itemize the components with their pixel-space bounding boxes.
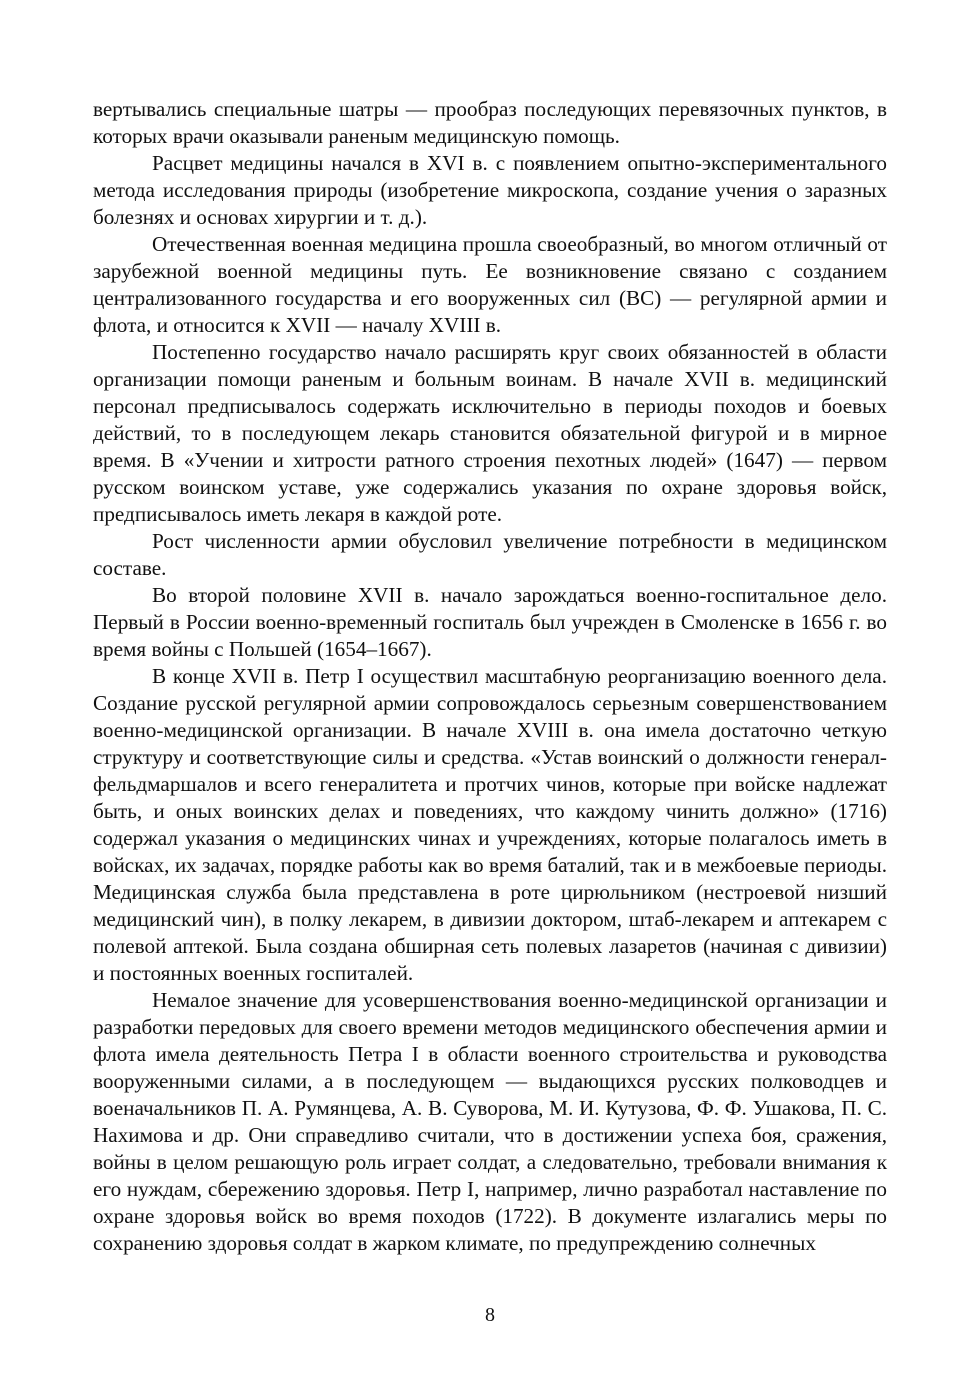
paragraph-continuation: вертывались специальные шатры — прообраз последующих перевязочных пунктов, в которых врачи оказывали раненым медицинскую помощь. bbox=[93, 97, 887, 148]
paragraph: Немалое значение для усовершенствования военно-медицинской организации и разработки передовых для своего времени методов медицинского обеспечения армии и флота имела деятельность Петра I в области военного строительства и руководства вооруженными силами, а в последующем — выдающихся русских полководцев и военачальников П. А. Румянцева, А. В. Суворова, М. И. Кутузова, Ф. Ф. Ушакова, П. С. Нахимова и др. Они справедливо считали, что в достижении успеха боя, сражения, войны в целом решающую роль играет солдат, а следовательно, требовали внимания к его нуждам, сбережению здоровья. Петр I, например, лично разработал наставление по охране здоровья войск во время походов (1722). В документе излагались меры по сохранению здоровья солдат в жарком климате, по предупреждению солнечных bbox=[93, 988, 887, 1255]
paragraph: Отечественная военная медицина прошла своеобразный, во многом отличный от зарубежной военной медицины путь. Ее возникновение связано с созданием централизованного государства и его вооруженных сил (ВС) — регулярной армии и флота, и относится к XVII — началу XVIII в. bbox=[93, 232, 887, 337]
paragraph: В конце XVII в. Петр I осуществил масштабную реорганизацию военного дела. Создание русской регулярной армии сопровождалось серьезным совершенствованием военно-медицинской организации. В начале XVIII в. она имела достаточно четкую структуру и соответствующие силы и средства. «Устав воинский о должности генерал-фельдмаршалов и всего генералитета и протчих чинов, которые при войске надлежат быть, и оных воинских делах и поведениях, что каждому чинить должно» (1716) содержал указания о медицинских чинах и учреждениях, которые полагалось иметь в войсках, их задачах, порядке работы как во время баталий, так и в межбоевые периоды. Медицинская служба была представлена в роте цирюльником (нестроевой низший медицинский чин), в полку лекарем, в дивизии доктором, штаб-лекарем и аптекарем с полевой аптекой. Была создана обширная сеть полевых лазаретов (начиная с дивизии) и постоянных военных госпиталей. bbox=[93, 664, 887, 985]
paragraph: Постепенно государство начало расширять круг своих обязанностей в области организации помощи раненым и больным воинам. В начале XVII в. медицинский персонал предписывалось содержать исключительно в периоды походов и боевых действий, то в последующем лекарь становится обязательной фигурой и в мирное время. В «Учении и хитрости ратного строения пехотных людей» (1647) — первом русском воинском уставе, уже содержались указания по охране здоровья войск, предписывалось иметь лекаря в каждой роте. bbox=[93, 340, 887, 526]
page-number: 8 bbox=[485, 1304, 495, 1326]
paragraph: Во второй половине XVII в. начало зарождаться военно-госпитальное дело. Первый в России военно-временный госпиталь был учрежден в Смоленске в 1656 г. во время войны с Польшей (1654–1667). bbox=[93, 583, 887, 661]
page-body bbox=[93, 96, 887, 1257]
paragraph: Расцвет медицины начался в XVI в. с появлением опытно-экспериментального метода исследования природы (изобретение микроскопа, создание учения о заразных болезнях и основах хирургии и т. д.). bbox=[93, 151, 887, 229]
paragraph: Рост численности армии обусловил увеличение потребности в медицинском составе. bbox=[93, 529, 887, 580]
